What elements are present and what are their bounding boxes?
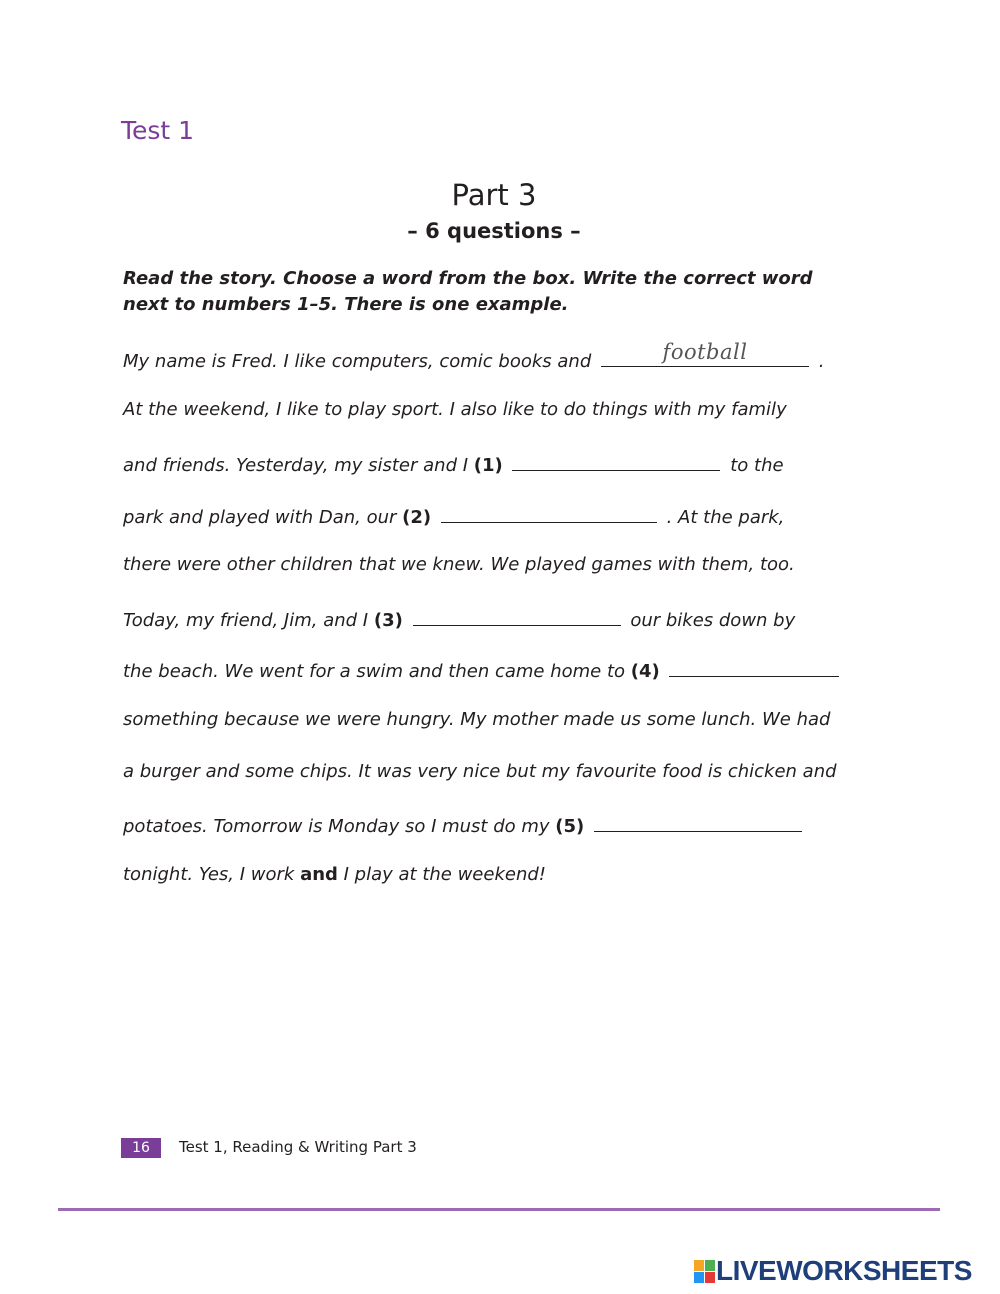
answer-input-5[interactable] [594, 810, 802, 830]
question-number-1: (1) [473, 455, 503, 476]
liveworksheets-logo-icon [694, 1260, 714, 1282]
answer-blank-3[interactable] [413, 605, 621, 626]
answer-blank-2[interactable] [441, 502, 657, 523]
answer-input-3[interactable] [413, 604, 621, 624]
story-line-3 [123, 450, 784, 478]
story-line-2: At the weekend, I like to play sport. I also like to do things with my family [123, 399, 787, 420]
story-line-7 [123, 656, 843, 684]
part-subtitle: – 6 questions – [407, 219, 581, 243]
question-number-5: (5) [555, 816, 585, 837]
story-line-1 [123, 340, 825, 374]
part-title: Part 3 [451, 178, 537, 212]
story-line-11 [123, 863, 546, 887]
story-text: potatoes. Tomorrow is Monday so I must do my [123, 816, 550, 837]
logo-square-4 [705, 1272, 715, 1283]
brand-name: LIVEWORKSHEETS [716, 1255, 972, 1286]
question-number-2: (2) [402, 507, 432, 528]
story-text: to the [730, 455, 784, 476]
example-answer: football [662, 340, 748, 364]
story-line-8: something because we were hungry. My mother made us some lunch. We had [123, 709, 831, 730]
brand-logo [694, 1256, 972, 1286]
test-label: Test 1 [121, 116, 195, 145]
page-number: 16 [121, 1138, 161, 1158]
story-text: park and played with Dan, our [123, 507, 397, 528]
question-number-4: (4) [630, 661, 660, 682]
story-line-9: a burger and some chips. It was very nice but my favourite food is chicken and [123, 761, 837, 782]
logo-square-2 [705, 1260, 715, 1271]
instructions: Read the story. Choose a word from the box. Write the correct word next to numbers 1–5. There is one example. [123, 268, 813, 315]
story-text: . [818, 351, 825, 372]
story-text: My name is Fred. I like computers, comic books and [123, 351, 592, 372]
story-line-6 [123, 605, 795, 633]
story-bold-word: and [300, 864, 338, 885]
story-line-10 [123, 811, 806, 839]
question-number-3: (3) [373, 610, 403, 631]
logo-square-3 [694, 1272, 704, 1283]
answer-input-4[interactable] [669, 655, 839, 675]
story-text: the beach. We went for a swim and then came home to [123, 661, 626, 682]
example-blank [601, 340, 809, 367]
answer-input-2[interactable] [441, 501, 657, 521]
story-text: I play at the weekend! [343, 864, 547, 885]
story-text: and friends. Yesterday, my sister and I [123, 455, 469, 476]
answer-blank-5[interactable] [594, 811, 802, 832]
story-text: Today, my friend, Jim, and I [123, 610, 369, 631]
story-text: . At the park, [666, 507, 785, 528]
answer-blank-1[interactable] [512, 450, 720, 471]
logo-square-1 [694, 1260, 704, 1271]
story-line-4 [123, 502, 784, 530]
answer-blank-4[interactable] [669, 656, 839, 677]
answer-input-1[interactable] [512, 449, 720, 469]
story-line-5: there were other children that we knew. We played games with them, too. [123, 554, 795, 575]
story-text: our bikes down by [630, 610, 796, 631]
footer-divider [58, 1208, 940, 1211]
story-text: tonight. Yes, I work [123, 864, 295, 885]
footer-caption: Test 1, Reading & Writing Part 3 [179, 1138, 417, 1156]
